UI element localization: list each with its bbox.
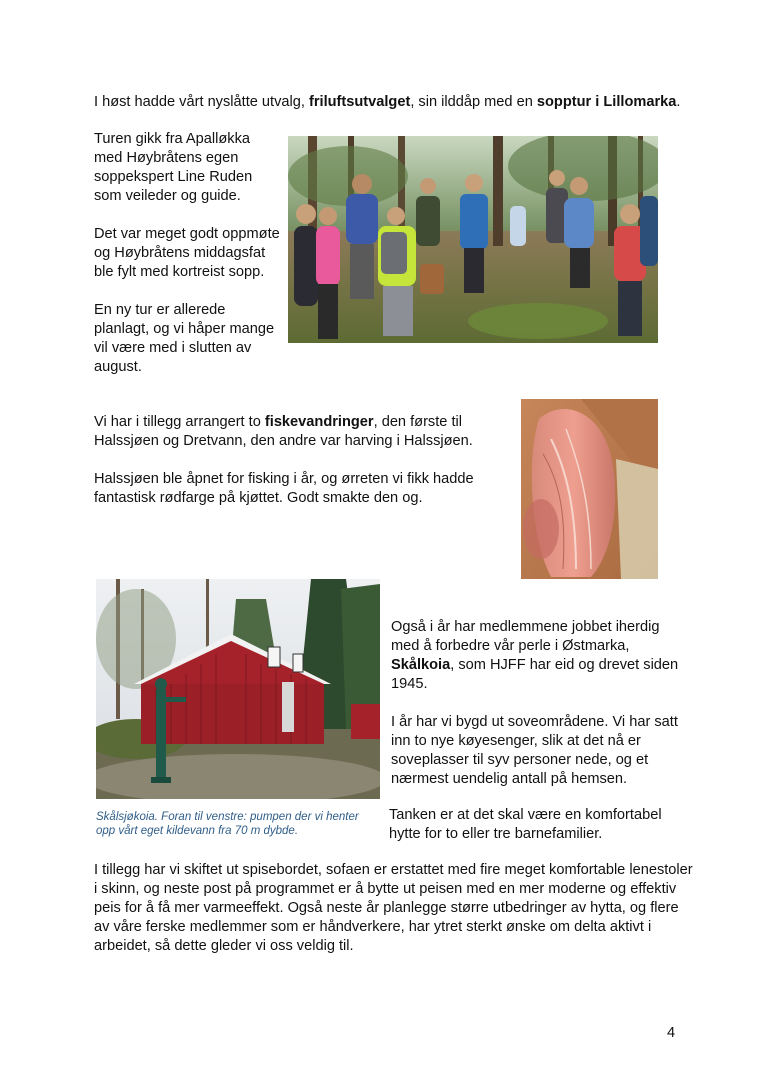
mushroom-para-2	[94, 225, 284, 282]
caption-line: Skålsjøkoia. Foran til venstre: pumpen der vi henter	[96, 811, 359, 823]
fishing-text	[94, 413, 514, 508]
page-number: 4	[667, 1025, 676, 1041]
fishing-para-1	[94, 413, 514, 451]
line: som veileder og guide.	[94, 188, 241, 204]
line: i skinn, og neste post på programmet er å bytte ut peisen med en mer moderne og effektiv	[94, 881, 677, 897]
line: En ny tur er allerede	[94, 302, 226, 318]
line: fantastisk rødfarge på kjøttet. Godt smakte den og.	[94, 490, 423, 506]
fishing-bold: fiskevandringer	[264, 414, 374, 430]
line: 1945.	[391, 676, 428, 692]
line: nærmest uendelig antall på hemsen.	[391, 771, 628, 787]
line: I tillegg har vi skiftet ut spisebordet, sofaen er erstattet med fire meget komfortable lenestoler	[94, 862, 693, 878]
fishing-text-post: , den første til	[373, 414, 462, 430]
line: vil være med i slutten av	[94, 340, 252, 356]
intro-text: I høst hadde vårt nyslåtte utvalg,	[94, 94, 309, 110]
line: inn to nye køyesenger, slik at det nå er	[391, 733, 641, 749]
intro-paragraph	[94, 93, 694, 112]
cabin-para-1	[391, 618, 691, 694]
cabin-para-2	[391, 713, 691, 789]
cabin-text	[391, 618, 691, 789]
line: Halssjøen ble åpnet for fisking i år, og ørreten vi fikk hadde	[94, 471, 474, 487]
line: Turen gikk fra Apalløkka	[94, 131, 250, 147]
mushroom-para-1	[94, 130, 284, 206]
mushroom-para-3	[94, 301, 284, 377]
line: arbeidet, så dette gleder vi oss veldig til.	[94, 938, 354, 954]
line: med Høybråtens egen	[94, 150, 239, 166]
intro-text-mid: , sin ilddåp med en	[410, 94, 537, 110]
intro-bold-trip: sopptur i Lillomarka	[536, 94, 677, 110]
line: , som HJFF har eid og drevet siden	[450, 657, 679, 673]
caption-line: opp vårt eget kildevann fra 70 m dybde.	[96, 825, 299, 837]
line: soveplasser til syv personer nede, og et	[391, 752, 649, 768]
line: soppekspert Line Ruden	[94, 169, 253, 185]
line: av våre ferske medlemmer som er håndverkere, har ytret sterkt ønske om delta aktivt i	[94, 919, 652, 935]
cabin-name-bold: Skålkoia	[391, 657, 451, 673]
fishing-text-pre: Vi har i tillegg arrangert to	[94, 414, 265, 430]
line: med å forbedre vår perle i Østmarka,	[391, 638, 630, 654]
line: og Høybråtens middagsfat	[94, 245, 266, 261]
line: Tanken er at det skal være en komfortabel	[389, 807, 662, 823]
fishing-para-2	[94, 470, 514, 508]
line: hytte for to eller tre barnefamilier.	[389, 826, 603, 842]
line: Også i år har medlemmene jobbet iherdig	[391, 619, 660, 635]
intro-text-end: .	[676, 94, 681, 110]
cabin-para-3	[389, 806, 689, 844]
line: I år har vi bygd ut soveområdene. Vi har satt	[391, 714, 678, 730]
trout-photo	[521, 399, 658, 579]
line: Det var meget godt oppmøte	[94, 226, 280, 242]
cabin-photo	[96, 579, 380, 799]
group-forest-photo	[288, 136, 658, 343]
cabin-photo-caption	[96, 810, 381, 838]
line: Halssjøen og Dretvann, den andre var harving i Halssjøen.	[94, 433, 473, 449]
mushroom-trip-text	[94, 130, 284, 377]
line: ble fylt med kortreist sopp.	[94, 264, 265, 280]
line: peis for å få mer varmeeffekt. Også neste år planlegge større utbedringer av hytta, og flere	[94, 900, 679, 916]
closing-paragraph	[94, 861, 694, 956]
line: august.	[94, 359, 142, 375]
intro-bold-committee: friluftsutvalget	[308, 94, 411, 110]
line: planlagt, og vi håper mange	[94, 321, 275, 337]
